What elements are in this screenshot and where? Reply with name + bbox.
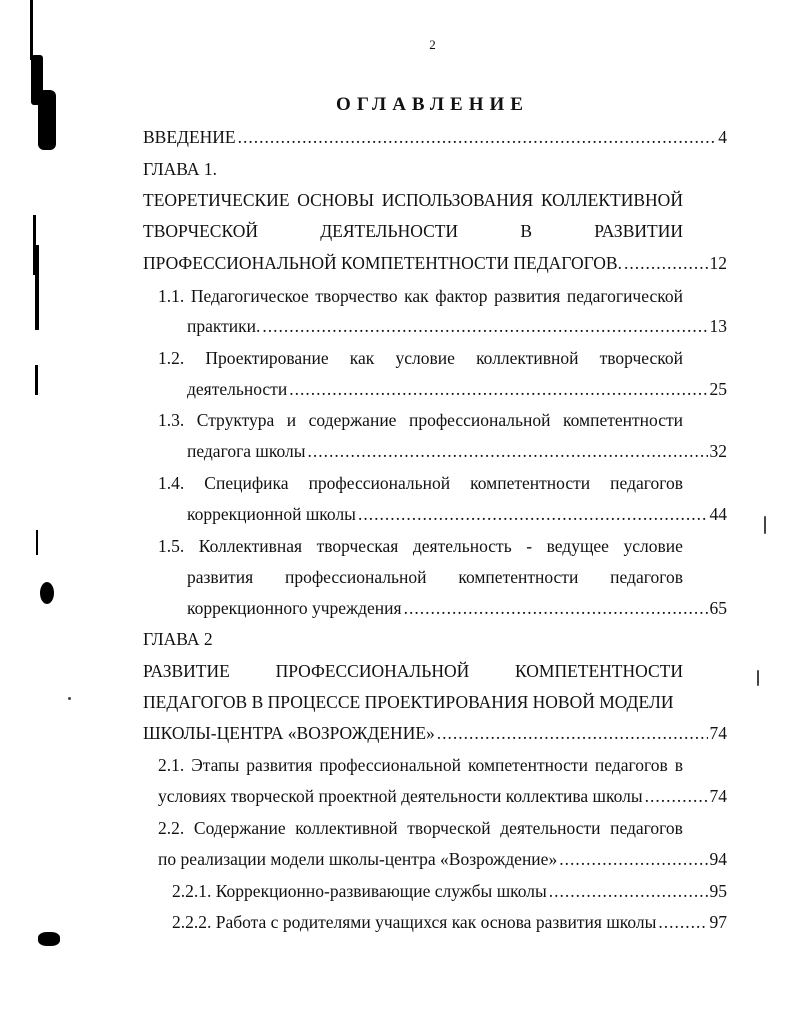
dot-leader [645, 785, 708, 807]
scan-binding-mark [36, 530, 38, 555]
toc-word: ПРОФЕССИОНАЛЬНОЙ [275, 661, 470, 681]
scan-binding-mark [38, 932, 60, 946]
toc-heading: ПЕДАГОГОВ В ПРОЦЕССЕ ПРОЕКТИРОВАНИЯ НОВОЙ МОДЕЛИ [143, 692, 674, 712]
dot-leader [658, 911, 707, 933]
toc-word: коллективной [476, 348, 579, 368]
toc-line [187, 566, 683, 588]
toc-page-number: 94 [709, 849, 727, 869]
toc-word: 2.1. [158, 755, 185, 775]
toc-word: условие [395, 348, 455, 368]
toc-line [172, 880, 727, 902]
toc-line [158, 409, 683, 431]
toc-entry-text: 2.2.1. Коррекционно-развивающие службы школы [172, 881, 547, 901]
dot-leader [549, 880, 708, 902]
toc-entry-text: коррекционного учреждения [187, 598, 402, 618]
dot-leader [238, 126, 717, 148]
scan-binding-mark [40, 582, 54, 604]
toc-word: развития [494, 286, 561, 306]
toc-heading: ГЛАВА 1. [143, 159, 218, 179]
toc-word: ТЕОРЕТИЧЕСКИЕ [143, 190, 290, 210]
dot-leader [262, 315, 707, 337]
toc-page-number: 44 [709, 504, 727, 524]
toc-word: развития [187, 567, 254, 587]
toc-line [143, 722, 727, 744]
toc-line [187, 378, 727, 400]
toc-word: В [520, 221, 532, 241]
toc-word: Проектирование [205, 348, 329, 368]
toc-entry-text: ПРОФЕССИОНАЛЬНОЙ КОМПЕТЕНТНОСТИ ПЕДАГОГОВ. [143, 253, 622, 273]
toc-page-number: 25 [709, 379, 727, 399]
toc-word: ТВОРЧЕСКОЙ [143, 221, 258, 241]
toc-word: КОМПЕТЕНТНОСТИ [515, 661, 683, 681]
toc-page-number: 4 [718, 127, 727, 147]
toc-word: Структура [196, 410, 275, 430]
scan-speck [764, 516, 766, 534]
toc-word: Этапы [191, 755, 240, 775]
toc-word: Педагогическое [190, 286, 309, 306]
toc-word: и [286, 410, 297, 430]
toc-word: профессиональной [408, 410, 551, 430]
toc-line [158, 848, 727, 870]
toc-word: содержание [308, 410, 397, 430]
toc-line [158, 817, 683, 839]
toc-entry-text: педагога школы [187, 441, 306, 461]
toc-line [158, 785, 727, 807]
toc-page-number: 97 [709, 912, 727, 932]
dot-leader [358, 503, 708, 525]
toc-word: как [404, 286, 429, 306]
toc-page-number: 12 [709, 253, 727, 273]
toc-word: коллективной [295, 818, 398, 838]
scan-speck [757, 670, 759, 686]
toc-page-number: 32 [709, 441, 727, 461]
toc-word: профессиональной [284, 567, 427, 587]
toc-entry-text: коррекционной школы [187, 504, 356, 524]
toc-entry-text: деятельности [187, 379, 288, 399]
toc-line [158, 347, 683, 369]
toc-page-number: 74 [709, 723, 727, 743]
toc-entry-text: ШКОЛЫ-ЦЕНТРА «ВОЗРОЖДЕНИЕ» [143, 723, 435, 743]
toc-line [143, 126, 727, 148]
scan-binding-mark [35, 245, 39, 330]
dot-leader [289, 378, 707, 400]
toc-word: как [349, 348, 375, 368]
dot-leader [404, 597, 708, 619]
toc-page-number: 95 [709, 881, 727, 901]
toc-word: педагогов [610, 818, 683, 838]
toc-entry-text: 2.2.2. Работа с родителями учащихся как основа развития школы [172, 912, 657, 932]
toc-word: компетентности [467, 755, 588, 775]
toc-line [172, 911, 727, 933]
toc-heading: ГЛАВА 2 [143, 629, 213, 649]
toc-line [187, 440, 727, 462]
toc-word: творческой [599, 348, 683, 368]
toc-word: педагогов [594, 755, 668, 775]
toc-page-number: 74 [709, 786, 727, 806]
toc-word: развития [246, 755, 313, 775]
toc-title: ОГЛАВЛЕНИЕ [336, 94, 529, 115]
toc-line [158, 754, 683, 776]
toc-line [158, 285, 683, 307]
toc-word: творческая [316, 536, 399, 556]
toc-line [187, 315, 727, 337]
toc-line [187, 503, 727, 525]
toc-line [143, 660, 683, 682]
toc-word: 1.4. [158, 473, 185, 493]
toc-word: компетентности [470, 473, 591, 493]
toc-word: деятельности [500, 818, 601, 838]
toc-word: фактор [435, 286, 488, 306]
toc-word: 1.5. [158, 536, 185, 556]
toc-entry-text: по реализации модели школы-центра «Возрождение» [158, 849, 558, 869]
toc-line [143, 691, 683, 713]
toc-word: ДЕЯТЕЛЬНОСТИ [320, 221, 459, 241]
toc-line [158, 472, 683, 494]
toc-word: 1.1. [158, 286, 185, 306]
toc-word: педагогической [566, 286, 683, 306]
toc-word: творчество [315, 286, 398, 306]
toc-word: ведущее [546, 536, 609, 556]
toc-word: 1.3. [158, 410, 185, 430]
scan-binding-mark [35, 365, 38, 395]
toc-word: педагогов [610, 473, 683, 493]
toc-page-number: 65 [709, 598, 727, 618]
scan-binding-mark [30, 0, 33, 60]
toc-line [143, 252, 727, 274]
scan-speck [68, 697, 71, 700]
toc-line [158, 535, 683, 557]
dot-leader [624, 252, 708, 274]
toc-word: 1.2. [158, 348, 185, 368]
toc-word: творческой [407, 818, 491, 838]
toc-word: РАЗВИТИИ [594, 221, 683, 241]
toc-page-number: 13 [709, 316, 727, 336]
toc-word: педагогов [610, 567, 683, 587]
toc-word: в [674, 755, 683, 775]
toc-word: профессиональной [319, 755, 461, 775]
dot-leader [559, 848, 707, 870]
toc-word: КОЛЛЕКТИВНОЙ [540, 190, 683, 210]
toc-word: 2.2. [158, 818, 185, 838]
toc-word: - [526, 536, 533, 556]
toc-word: деятельность [412, 536, 512, 556]
toc-line [187, 597, 727, 619]
toc-word: условие [623, 536, 683, 556]
toc-line [143, 628, 727, 650]
toc-word: ОСНОВЫ [297, 190, 374, 210]
toc-word: Коллективная [198, 536, 303, 556]
toc-line [143, 158, 727, 180]
page-number: 2 [429, 37, 436, 52]
toc-line [143, 220, 683, 242]
toc-word: ИСПОЛЬЗОВАНИЯ [381, 190, 534, 210]
dot-leader [307, 440, 707, 462]
dot-leader [437, 722, 708, 744]
toc-word: компетентности [563, 410, 683, 430]
toc-word: Содержание [193, 818, 286, 838]
toc-word: Специфика [204, 473, 289, 493]
scan-binding-mark [38, 90, 56, 150]
toc-line [143, 189, 683, 211]
toc-word: РАЗВИТИЕ [143, 661, 230, 681]
toc-entry-text: практики. [187, 316, 261, 336]
toc-word: профессиональной [308, 473, 451, 493]
toc-word: компетентности [458, 567, 579, 587]
toc-entry-text: ВВЕДЕНИЕ [143, 127, 236, 147]
toc-entry-text: условиях творческой проектной деятельности коллектива школы [158, 786, 643, 806]
